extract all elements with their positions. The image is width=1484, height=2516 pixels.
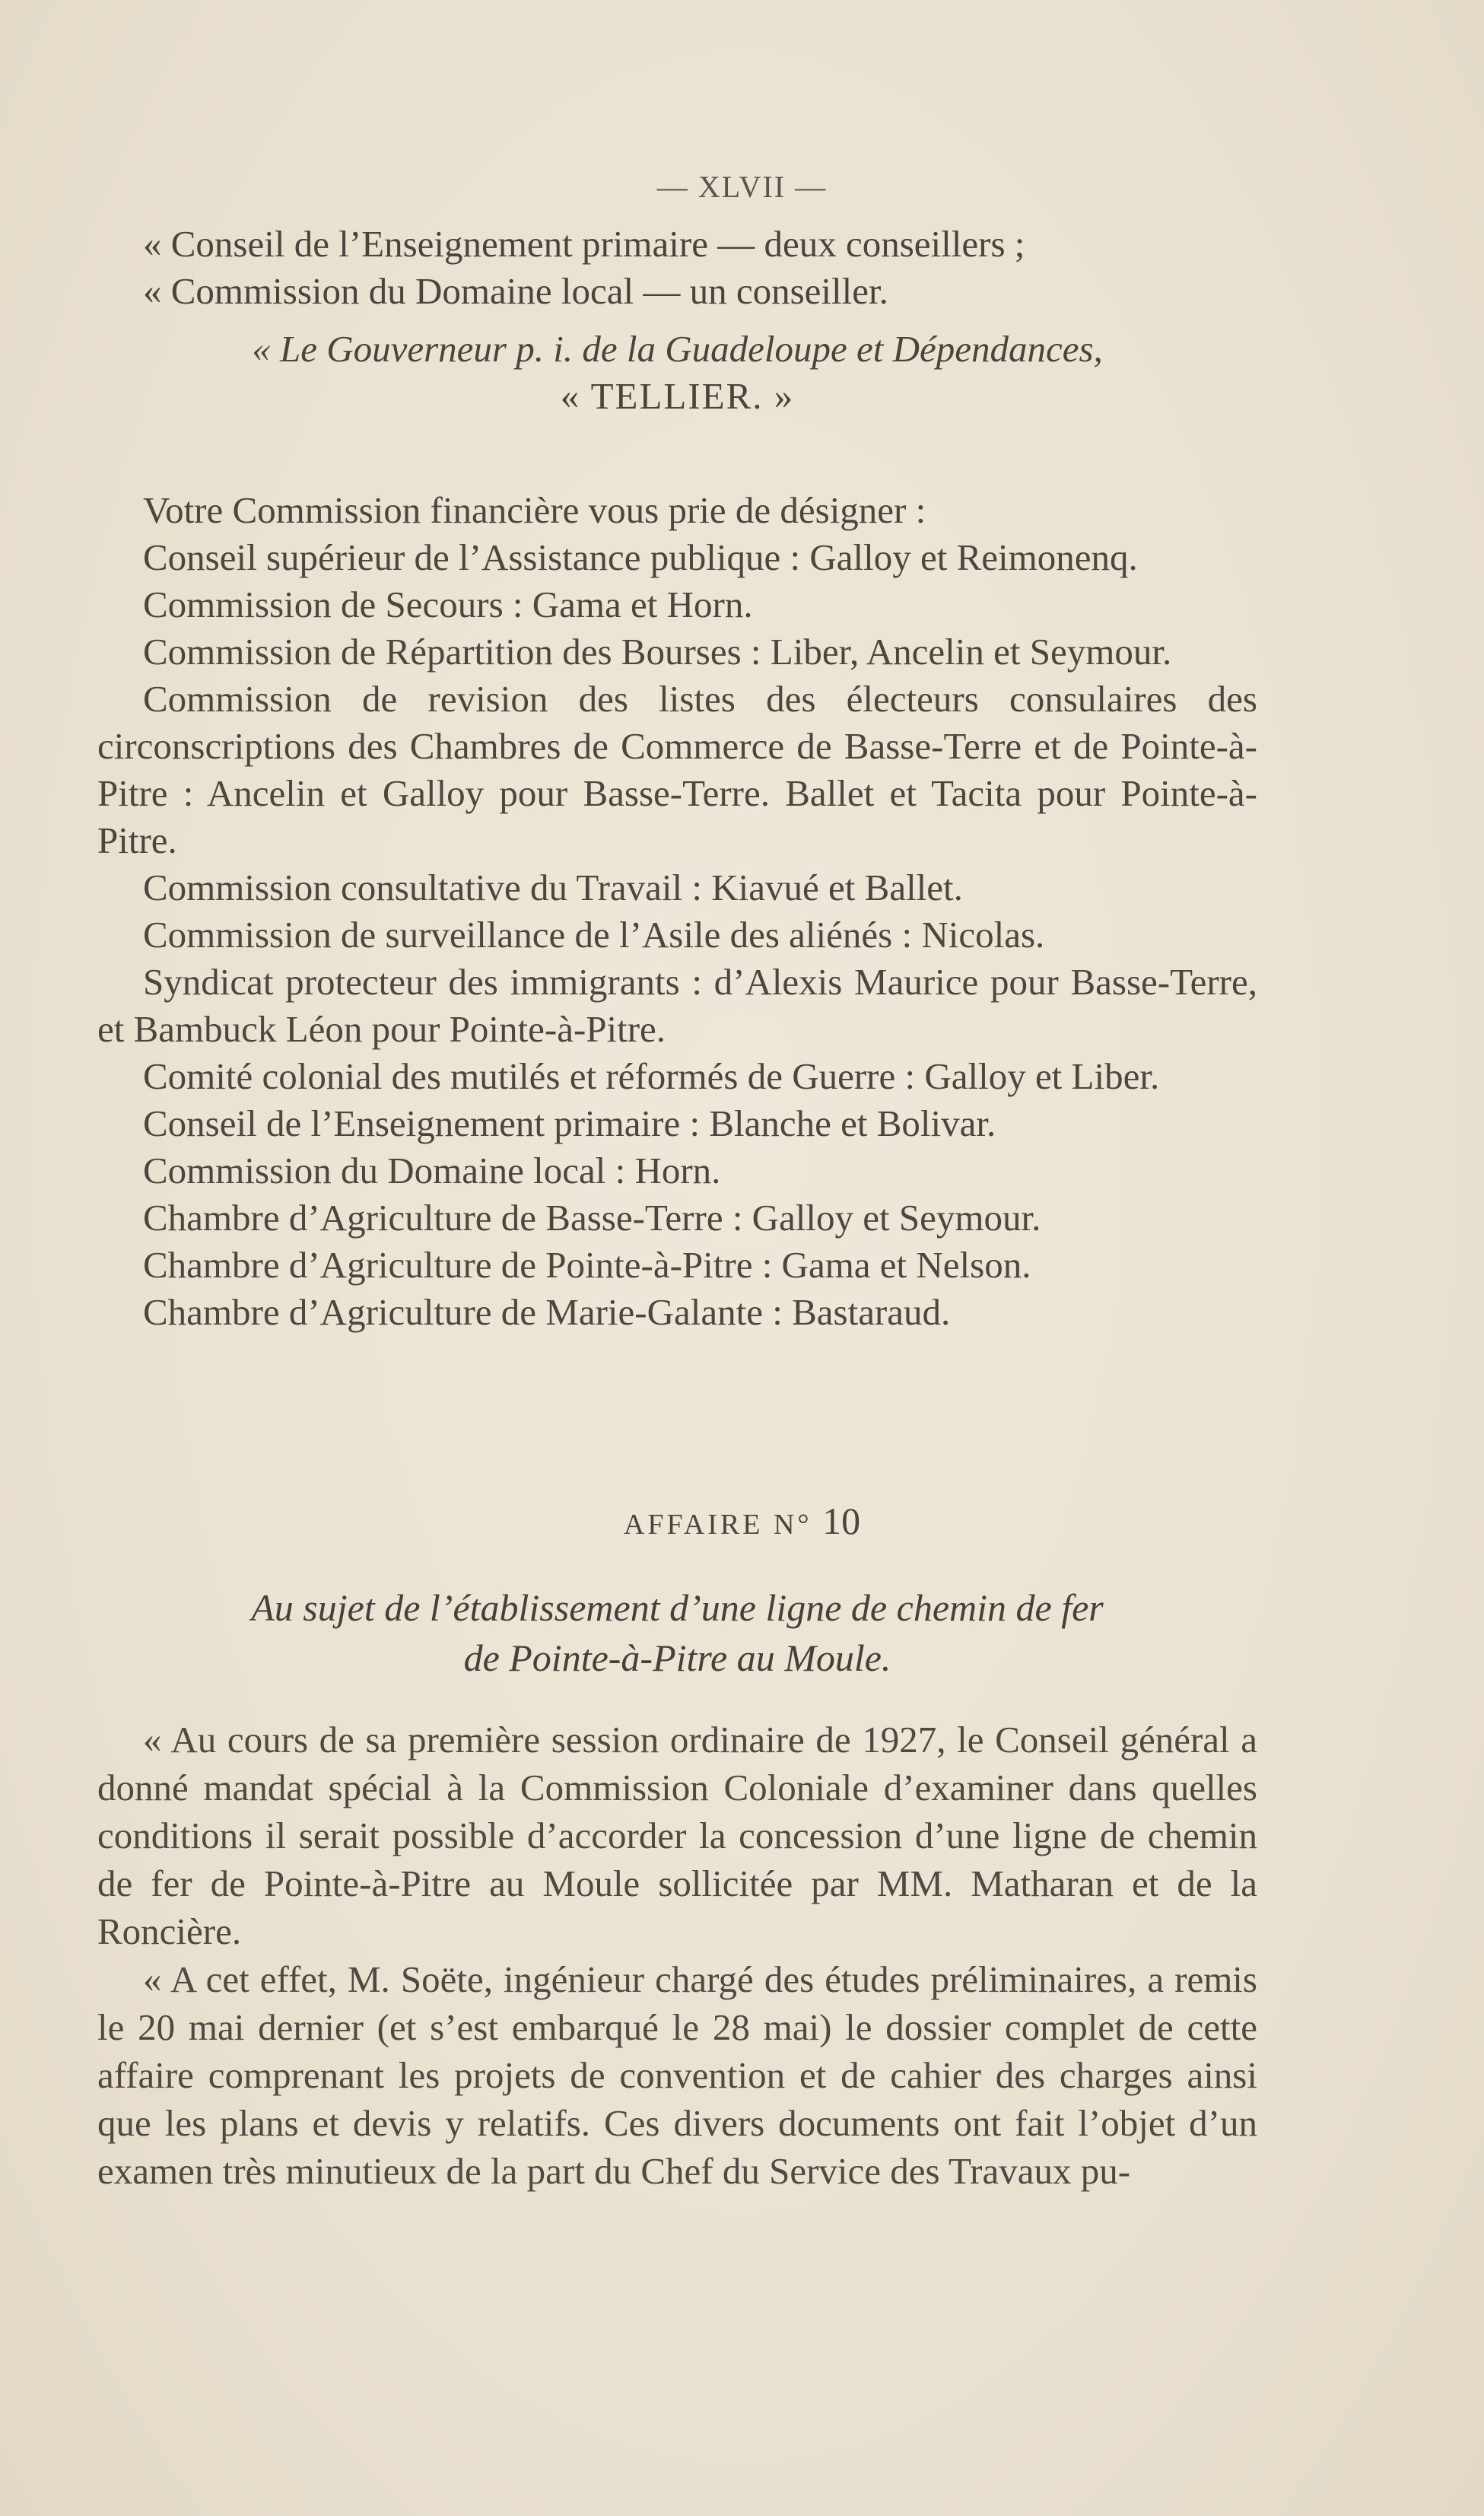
designation-item: Syndicat protecteur des immigrants : d’Alexis Maurice pour Basse-Terre, et Bambuck Léon pour Pointe-à-Pitre. xyxy=(97,961,1257,1050)
designation-item: Conseil de l’Enseignement primaire : Blanche et Bolivar. xyxy=(143,1102,996,1144)
designation-item: Commission de revision des listes des électeurs consulaires des circonscriptions des Chambres de Commerce de Basse-Terre et de Pointe-à-Pitre : Ancelin et Galloy pour Basse-Terre. Ballet et Tacita pour Pointe-à-Pitre. xyxy=(97,678,1257,861)
designation-item: Chambre d’Agriculture de Basse-Terre : Galloy et Seymour. xyxy=(143,1197,1041,1239)
designation-item: Commission consultative du Travail : Kiavué et Ballet. xyxy=(143,867,963,908)
signature-name: « TELLIER. » xyxy=(560,375,795,417)
designations-list xyxy=(97,487,1257,1336)
page-folio: — XLVII — xyxy=(656,170,828,204)
affaire-title xyxy=(97,1582,1257,1683)
affaire-label: AFFAIRE N° xyxy=(623,1509,812,1541)
body-paragraph: « A cet effet, M. Soëte, ingénieur chargé des études préliminaires, a remis le 20 mai dernier (et s’est embarqué le 28 mai) le dossier complet de cette affaire comprenant les projets de convention et de cahier des charges ainsi que les plans et devis y relatifs. Ces divers documents ont fait l’objet d’un examen très minutieux de la part du Chef du Service des Travaux pu- xyxy=(97,1958,1257,2192)
designation-item: Comité colonial des mutilés et réformés de Guerre : Galloy et Liber. xyxy=(143,1055,1160,1097)
designation-item: Conseil supérieur de l’Assistance publique : Galloy et Reimonenq. xyxy=(143,536,1138,578)
designation-item: Commission de surveillance de l’Asile des aliénés : Nicolas. xyxy=(143,914,1045,956)
designation-item: Commission de Répartition des Bourses : Liber, Ancelin et Seymour. xyxy=(143,631,1172,673)
affaire-title-line: de Pointe-à-Pitre au Moule. xyxy=(463,1637,891,1679)
affaire-title-line: Au sujet de l’établissement d’une ligne de chemin de fer xyxy=(251,1586,1104,1629)
designation-item: Chambre d’Agriculture de Pointe-à-Pitre : Gama et Nelson. xyxy=(143,1244,1031,1286)
affaire-body xyxy=(97,1716,1257,2195)
body-paragraph: « Au cours de sa première session ordinaire de 1927, le Conseil général a donné mandat spécial à la Commission Coloniale d’examiner dans quelles conditions il serait possible d’accorder la concession d’une ligne de chemin de fer de Pointe-à-Pitre au Moule sollicitée par MM. Matharan et de la Roncière. xyxy=(97,1719,1257,1952)
designation-item: Commission du Domaine local : Horn. xyxy=(143,1150,721,1191)
signature-title: « Le Gouverneur p. i. de la Guadeloupe et Dépendances, xyxy=(252,328,1103,370)
designation-item: Commission de Secours : Gama et Horn. xyxy=(143,584,753,625)
affaire-number: 10 xyxy=(822,1500,861,1542)
designation-intro: Votre Commission financière vous prie de désigner : xyxy=(143,489,926,531)
letter-closing xyxy=(97,221,1257,420)
designation-item: Chambre d’Agriculture de Marie-Galante : Bastaraud. xyxy=(143,1291,951,1333)
letter-line: « Commission du Domaine local — un conseiller. xyxy=(143,270,888,312)
affaire-heading xyxy=(0,1499,1484,1543)
letter-line: « Conseil de l’Enseignement primaire — deux conseillers ; xyxy=(143,223,1025,265)
